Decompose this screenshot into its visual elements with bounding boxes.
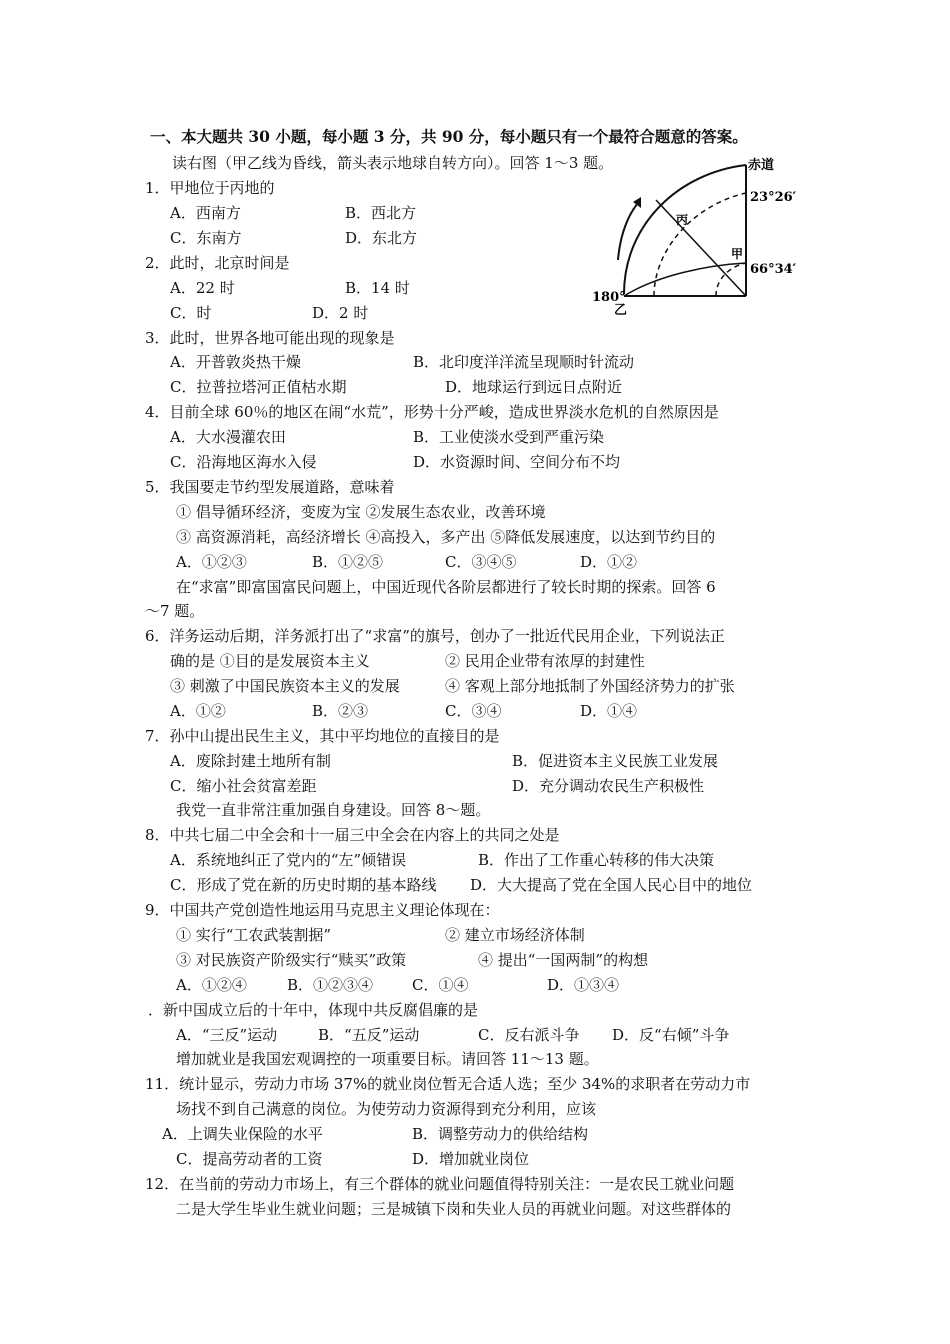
label-lat-23: 23°26′ bbox=[750, 190, 797, 205]
q5-option-d: D．①② bbox=[580, 553, 638, 571]
q11-option-a: A．上调失业保险的水平 bbox=[162, 1125, 323, 1143]
q9-statement-3: ③ 对民族资产阶级实行“赎买”政策 bbox=[176, 951, 407, 969]
label-bing: 丙 bbox=[676, 213, 689, 227]
q8-stem: 8．中共七届二中全会和十一届三中全会在内容上的共同之处是 bbox=[145, 826, 560, 844]
q6-option-c: C．③④ bbox=[445, 702, 502, 720]
q9-statement-1: ① 实行“工农武装割据” bbox=[176, 926, 332, 944]
label-lon-180: 180° bbox=[592, 290, 626, 305]
q11-option-c: C．提高劳动者的工资 bbox=[176, 1150, 323, 1168]
q6-option-b: B．②③ bbox=[312, 702, 369, 720]
q11-option-b: B．调整劳动力的供给结构 bbox=[412, 1125, 589, 1143]
q6-statement-3: ③ 刺激了中国民族资本主义的发展 bbox=[170, 677, 400, 695]
q1-option-b: B．西北方 bbox=[345, 204, 417, 222]
q9-option-d: D．①③④ bbox=[547, 976, 620, 994]
q2-option-b: B．14 时 bbox=[345, 279, 410, 297]
q9-option-a: A．①②④ bbox=[176, 976, 247, 994]
q1-stem: 1．甲地位于丙地的 bbox=[145, 179, 275, 197]
q12-stem: 12．在当前的劳动力市场上，有三个群体的就业问题值得特别关注：一是农民工就业问题 bbox=[145, 1175, 735, 1193]
intro-q11-13: 增加就业是我国宏观调控的一项重要目标。请回答 11～13 题。 bbox=[176, 1050, 599, 1068]
q10-stem: ．新中国成立后的十年中，体现中共反腐倡廉的是 bbox=[148, 1001, 479, 1019]
equator-arc bbox=[624, 165, 746, 294]
q10-option-d: D．反“右倾”斗争 bbox=[612, 1026, 730, 1044]
q3-option-d: D．地球运行到远日点附近 bbox=[445, 378, 623, 396]
q10-option-c: C．反右派斗争 bbox=[478, 1026, 580, 1044]
q2-option-c: C．时 bbox=[170, 304, 212, 322]
q5-option-a: A．①②③ bbox=[176, 553, 247, 571]
q10-option-b: B．“五反”运动 bbox=[318, 1026, 420, 1044]
q8-option-d: D．大大提高了党在全国人民心目中的地位 bbox=[470, 876, 753, 894]
q5-option-c: C．③④⑤ bbox=[445, 553, 517, 571]
q2-option-a: A．22 时 bbox=[170, 279, 235, 297]
q5-stem: 5．我国要走节约型发展道路，意味着 bbox=[145, 478, 395, 496]
q7-option-a: A．废除封建土地所有制 bbox=[170, 752, 331, 770]
q3-stem: 3．此时，世界各地可能出现的现象是 bbox=[145, 329, 395, 347]
label-yi: 乙 bbox=[614, 303, 628, 315]
q7-option-b: B．促进资本主义民族工业发展 bbox=[512, 752, 719, 770]
q7-option-d: D．充分调动农民生产积极性 bbox=[512, 777, 705, 795]
q4-option-c: C．沿海地区海水入侵 bbox=[170, 453, 317, 471]
q7-stem: 7．孙中山提出民生主义，其中平均地位的直接目的是 bbox=[145, 727, 500, 745]
q2-option-d: D．2 时 bbox=[312, 304, 369, 322]
intro-q1-3: 读右图（甲乙线为昏线，箭头表示地球自转方向）。回答 1～3 题。 bbox=[172, 154, 614, 172]
q4-option-b: B．工业使淡水受到严重污染 bbox=[413, 428, 605, 446]
q4-option-d: D．水资源时间、空间分布不均 bbox=[413, 453, 621, 471]
q6-stem-cont: 确的是 ①目的是发展资本主义 bbox=[170, 652, 370, 670]
q9-option-c: C．①④ bbox=[412, 976, 469, 994]
q4-option-a: A．大水漫灌农田 bbox=[170, 428, 286, 446]
intro-q6-7: 在“求富”即富国富民问题上，中国近现代各阶层都进行了较长时期的探索。回答 6 bbox=[176, 578, 716, 596]
q4-stem: 4．目前全球 60％的地区在闹“水荒”，形势十分严峻，造成世界淡水危机的自然原因是 bbox=[145, 403, 719, 421]
q3-option-c: C．拉普拉塔河正值枯水期 bbox=[170, 378, 347, 396]
q7-option-c: C．缩小社会贫富差距 bbox=[170, 777, 317, 795]
section-header: 一、本大题共 30 小题，每小题 3 分，共 90 分，每小题只有一个最符合题意的答案。 bbox=[150, 127, 748, 146]
q6-option-d: D．①④ bbox=[580, 702, 638, 720]
q1-option-c: C．东南方 bbox=[170, 229, 242, 247]
q6-statement-4: ④ 客观上部分地抵制了外国经济势力的扩张 bbox=[445, 677, 735, 695]
intro-q6-7-cont: ～7 题。 bbox=[145, 602, 205, 620]
q3-option-b: B．北印度洋洋流呈现顺时针流动 bbox=[413, 353, 635, 371]
earth-illumination-figure bbox=[588, 155, 803, 315]
q8-option-b: B．作出了工作重心转移的伟大决策 bbox=[478, 851, 715, 869]
q2-stem: 2．此时，北京时间是 bbox=[145, 254, 290, 272]
q11-stem-cont: 场找不到自己满意的岗位。为使劳动力资源得到充分利用，应该 bbox=[176, 1100, 597, 1118]
terminator-line bbox=[624, 263, 746, 296]
label-jia: 甲 bbox=[731, 247, 744, 261]
label-lat-66: 66°34′ bbox=[750, 262, 797, 277]
q6-option-a: A．①② bbox=[170, 702, 226, 720]
q11-option-d: D．增加就业岗位 bbox=[412, 1150, 530, 1168]
q3-option-a: A．开普敦炎热干燥 bbox=[170, 353, 301, 371]
q1-option-d: D．东北方 bbox=[345, 229, 418, 247]
q9-statement-4: ④ 提出“一国两制”的构想 bbox=[478, 951, 649, 969]
q9-option-b: B．①②③④ bbox=[287, 976, 374, 994]
intro-q8: 我党一直非常注重加强自身建设。回答 8～题。 bbox=[176, 801, 491, 819]
q12-stem-cont: 二是大学生毕业生就业问题；三是城镇下岗和失业人员的再就业问题。对这些群体的 bbox=[176, 1200, 732, 1218]
q6-stem: 6．洋务运动后期，洋务派打出了“求富”的旗号，创办了一批近代民用企业，下列说法正 bbox=[145, 627, 725, 645]
q6-statement-2: ② 民用企业带有浓厚的封建性 bbox=[445, 652, 645, 670]
q9-statement-2: ② 建立市场经济体制 bbox=[445, 926, 585, 944]
q5-statements-1: ① 倡导循环经济，变废为宝 ②发展生态农业，改善环境 bbox=[176, 503, 546, 521]
q5-option-b: B．①②⑤ bbox=[312, 553, 384, 571]
q10-option-a: A．“三反”运动 bbox=[176, 1026, 278, 1044]
q8-option-c: C．形成了党在新的历史时期的基本路线 bbox=[170, 876, 437, 894]
rotation-arrow bbox=[618, 203, 638, 260]
q11-stem: 11．统计显示，劳动力市场 37%的就业岗位暂无合适人选；至少 34%的求职者在劳动力市 bbox=[145, 1075, 751, 1093]
q8-option-a: A．系统地纠正了党内的“左”倾错误 bbox=[170, 851, 407, 869]
label-equator: 赤道 bbox=[748, 158, 775, 173]
q5-statements-2: ③ 高资源消耗，高经济增长 ④高投入，多产出 ⑤降低发展速度，以达到节约目的 bbox=[176, 528, 716, 546]
q1-option-a: A．西南方 bbox=[170, 204, 241, 222]
q9-stem: 9．中国共产党创造性地运用马克思主义理论体现在： bbox=[145, 901, 500, 919]
